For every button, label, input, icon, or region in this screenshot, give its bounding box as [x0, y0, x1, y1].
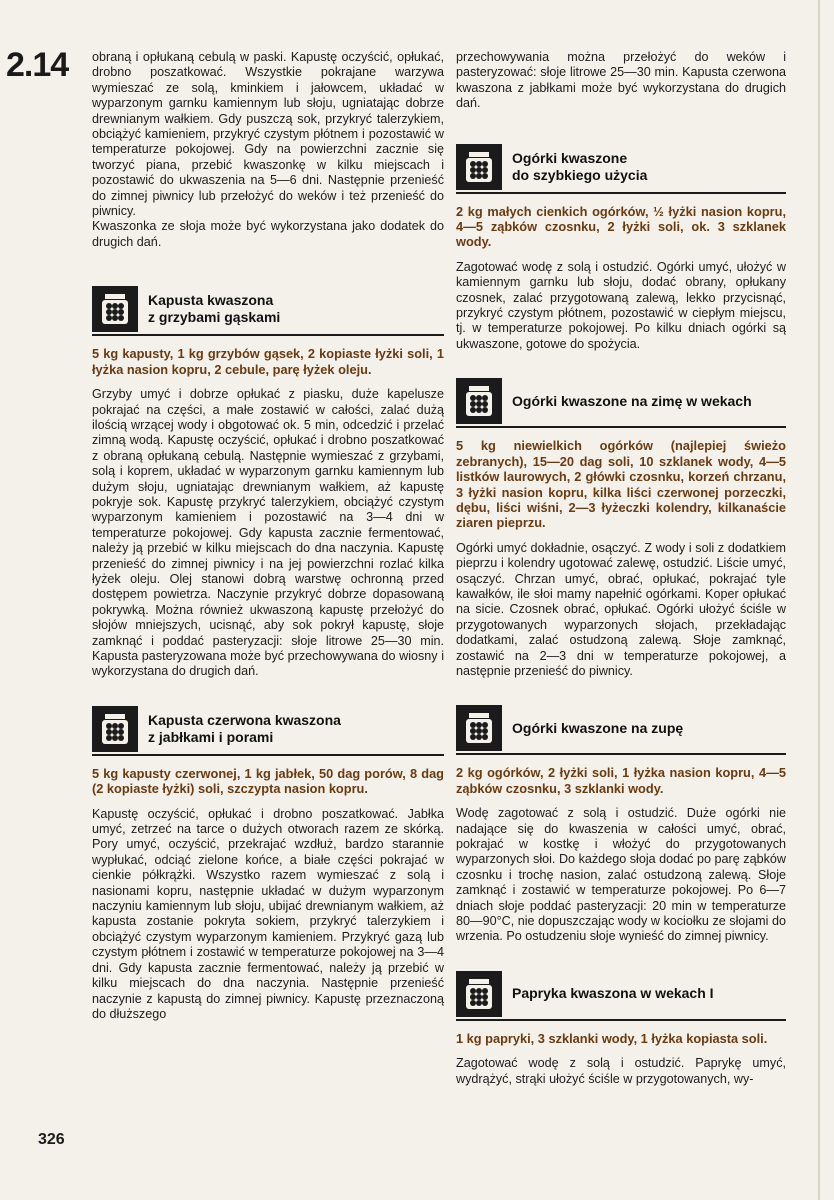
jar-icon: [456, 378, 502, 424]
page-spine: [818, 0, 820, 1200]
recipe-header: [456, 971, 786, 1021]
page-number: 326: [38, 1131, 65, 1148]
jar-icon: [456, 705, 502, 751]
recipe-title: [512, 985, 714, 1002]
recipe-ogorki-szybkie: [456, 144, 786, 353]
ingredients: 2 kg małych cienkich ogórków, ½ łyżki nasion kopru, 4—5 ząbków czosnku, 2 łyżki soli, ok. 3 szklanek wody.: [456, 203, 786, 250]
recipe-title: [148, 712, 341, 746]
right-column: [456, 50, 786, 1087]
ingredients: 5 kg niewielkich ogórków (najlepiej świeżo zebranych), 15—20 dag soli, 10 szklanek wody, 4—5 listków laurowych, 2 główki czosnku, korzeń chrzanu, 3 łyżki nasion kopru, kilka liści czerwonej porzeczki, dębu, liści wiśni, 2—3 łyżeczki kolendry, kilkanaście ziaren pieprzu.: [456, 438, 786, 531]
title-line-2: do szybkiego użycia: [512, 166, 648, 183]
recipe-ogorki-na-zime: [456, 378, 786, 679]
method: Ogórki umyć dokładnie, osączyć. Z wody i soli z dodatkiem pieprzu i kolendry ugotować zalewę, ostudzić. Liście umyć, osączyć. Chrzan umyć, obrać, opłukać, pokrajać tyle kawałków, ile słoi mamy napełnić ogórkami. Koper opłukać na sicie. Czosnek obrać, opłukać. Ogórki ułożyć ściśle w przygotowanych wyparzonych słojach, przekładając dodatkami, zalać ostudzoną zalewą. Słoje zamknąć, zostawić na 2—3 dni w temperaturze pokojowej, a następnie przenieść do piwnicy.: [456, 540, 786, 678]
title-line-1: Kapusta kwaszona: [148, 292, 274, 309]
method: Grzyby umyć i dobrze opłukać z piasku, duże kapelusze pokrajać na części, a małe zostawić w całości, zalać dużą ilością wrzącej wody i obgotować ok. 5 min, odcedzić i przelać zimną wodą. Kapustę oczyścić, opłukać i drobno poszatkować z obraną opłukaną cebulą. Następnie wymieszać z grzybami, solą i koprem, układać w wyparzonym garnku kamiennym lub dużym słoju, ugniatając drewnianym wałkiem, aż kapustę pokryje sok. Kapustę przykryć talerzykiem, obciążyć czystym wyparzonym kamieniem i pozostawić na 3—4 dni w temperaturze pokojowej. Gdy kapusta zacznie fermentować, należy ją przebić w kilku miejscach do dna naczynia. Kapustę przenieść do zimnej piwnicy i na jej powierzchni rozlać kilka łyżek oleju. Olej stanowi dobrą warstwę ochronną przed dostępem powietrza. Naczynie przykryć dobrze dopasowaną pokrywką. Można również ukwaszoną kapustę przełożyć do słojów mniejszych, ucisnąć, aby sok pokrył kapustę, słoje zamknąć i poddać pasteryzacji: słoje litrowe 25—30 min. Kapusta pasteryzowana może być przechowywana do wiosny i wykorzystana do drugich dań.: [92, 387, 444, 679]
intro-note: Kwaszonka ze słoja może być wykorzystana jako dodatek do drugich dań.: [92, 219, 444, 249]
jar-icon: [92, 286, 138, 332]
method: Zagotować wodę z solą i ostudzić. Ogórki umyć, ułożyć w kamiennym garnku lub słoju, dodać obrany, opłukany czosnek, zalać przygotowaną zalewą, lekko przycisnąć, przykryć czystym płótnem, pozostawić w ciepłym miejscu, tj. w temperaturze pokojowej. Po kilku dniach ogórki są ukwaszone, gotowe do spożycia.: [456, 259, 786, 351]
ingredients: 2 kg ogórków, 2 łyżki soli, 1 łyżka nasion kopru, 4—5 ząbków czosnku, 3 szklanki wody.: [456, 765, 786, 796]
jar-icon: [456, 971, 502, 1017]
jar-icon: [92, 706, 138, 752]
title-line-2: z grzybami gąskami: [148, 309, 281, 326]
title-line-1: Ogórki kwaszone na zimę w wekach: [512, 392, 752, 409]
recipe-title: [512, 150, 647, 184]
title-line-2: z jabłkami i porami: [148, 728, 274, 745]
method: Kapustę oczyścić, opłukać i drobno poszatkować. Jabłka umyć, zetrzeć na tarce o dużych otworach razem ze skórką. Pory umyć, oczyścić, przekrajać wzdłuż, bardzo starannie wypłukać, odciąć zielone końce, a białe części pokrajać w cienkie półkrążki. Wszystko razem wymieszać z solą i nasionami kopru, następnie układać w dużym wyparzonym naczyniu kamiennym lub słoju, ubijać drewnianym wałkiem, aż kapusta zostanie pokryta sokiem, przykryć talerzykiem i obciążyć czystym wyparzonym kamieniem. Przykryć gazą lub czystym płótnem i zostawić w temperaturze pokojowej na 3—4 dni. Gdy kapusta zacznie fermentować, należy ją przebić w kilku miejscach do dna naczynia. Następnie przenieść naczynie z kapustą do zimnej piwnicy. Kapustę przeznaczoną do dłuższego: [92, 806, 444, 1021]
left-column: [92, 50, 444, 1022]
recipe-papryka-w-wekach: [456, 971, 786, 1087]
recipe-kapusta-z-grzybami: [92, 286, 444, 680]
recipe-header: [456, 378, 786, 428]
title-line-1: Papryka kwaszona w wekach I: [512, 985, 714, 1002]
recipe-kapusta-czerwona: [92, 706, 444, 1023]
recipe-header: [456, 144, 786, 194]
ingredients: 5 kg kapusty, 1 kg grzybów gąsek, 2 kopiaste łyżki soli, 1 łyżka nasion kopru, 2 cebule, parę łyżek oleju.: [92, 346, 444, 377]
recipe-header: [456, 705, 786, 755]
recipe-header: [92, 286, 444, 336]
continuation-paragraph: przechowywania można przełożyć do weków i pasteryzować: słoje litrowe 25—30 min. Kapusta czerwona kwaszona z jabłkami może być wykorzystana do drugich dań.: [456, 50, 786, 111]
title-line-1: Ogórki kwaszone: [512, 149, 628, 166]
ingredients: 5 kg kapusty czerwonej, 1 kg jabłek, 50 dag porów, 8 dag (2 kopiaste łyżki) soli, szczypta nasion kopru.: [92, 765, 444, 797]
method: Zagotować wodę z solą i ostudzić. Paprykę umyć, wydrążyć, strąki ułożyć ściśle w przygotowanych, wy-: [456, 1056, 786, 1086]
recipe-header: [92, 706, 444, 756]
section-number: 2.14: [6, 46, 69, 84]
title-line-1: Ogórki kwaszone na zupę: [512, 719, 684, 736]
intro-paragraph: obraną i opłukaną cebulą w paski. Kapustę oczyścić, opłukać, drobno poszatkować. Wszystkie pokrajane warzywa wymieszać ze solą, kminkiem i jałowcem, układać w wyparzonym garnku kamiennym lub słoju, ugniatając dobrze drewnianym wałkiem. Gdy puszczą sok, przykryć talerzykiem, obciążyć kamieniem, przykryć czystym płótnem i pozostawić w temperaturze pokojowej. Gdy na powierzchni zacznie się tworzyć piana, przebić kwaszonkę w kilku miejscach i pozostawić do ukwaszenia na 5—6 dni. Następnie przenieść do zimnej piwnicy lub przełożyć do weków i też przenieść do piwnicy.: [92, 50, 444, 219]
recipe-title: [512, 393, 752, 410]
jar-icon: [456, 144, 502, 190]
recipe-ogorki-na-zupe: [456, 705, 786, 944]
recipe-title: [148, 292, 280, 326]
ingredients: 1 kg papryki, 3 szklanki wody, 1 łyżka kopiasta soli.: [456, 1030, 768, 1046]
method: Wodę zagotować z solą i ostudzić. Duże ogórki nie nadające się do kwaszenia w całości umyć, obrać, pokrajać w kostkę i włożyć do przygotowanych wyparzonych słoi. Do każdego słoja dodać po parę ząbków czosnku i trochę nasion, zalać ostudzoną zalewą. Słoje zamknąć i zostawić w temperaturze pokojowej. Po 6—7 dniach słoje poddać pasteryzacji: 20 min w temperaturze 80—90°C, nie dopuszczając wody w kociołku ze słojami do wrzenia. Po ostudzeniu słoje wynieść do zimnej piwnicy.: [456, 806, 786, 944]
recipe-title: [512, 720, 683, 737]
title-line-1: Kapusta czerwona kwaszona: [148, 711, 341, 728]
